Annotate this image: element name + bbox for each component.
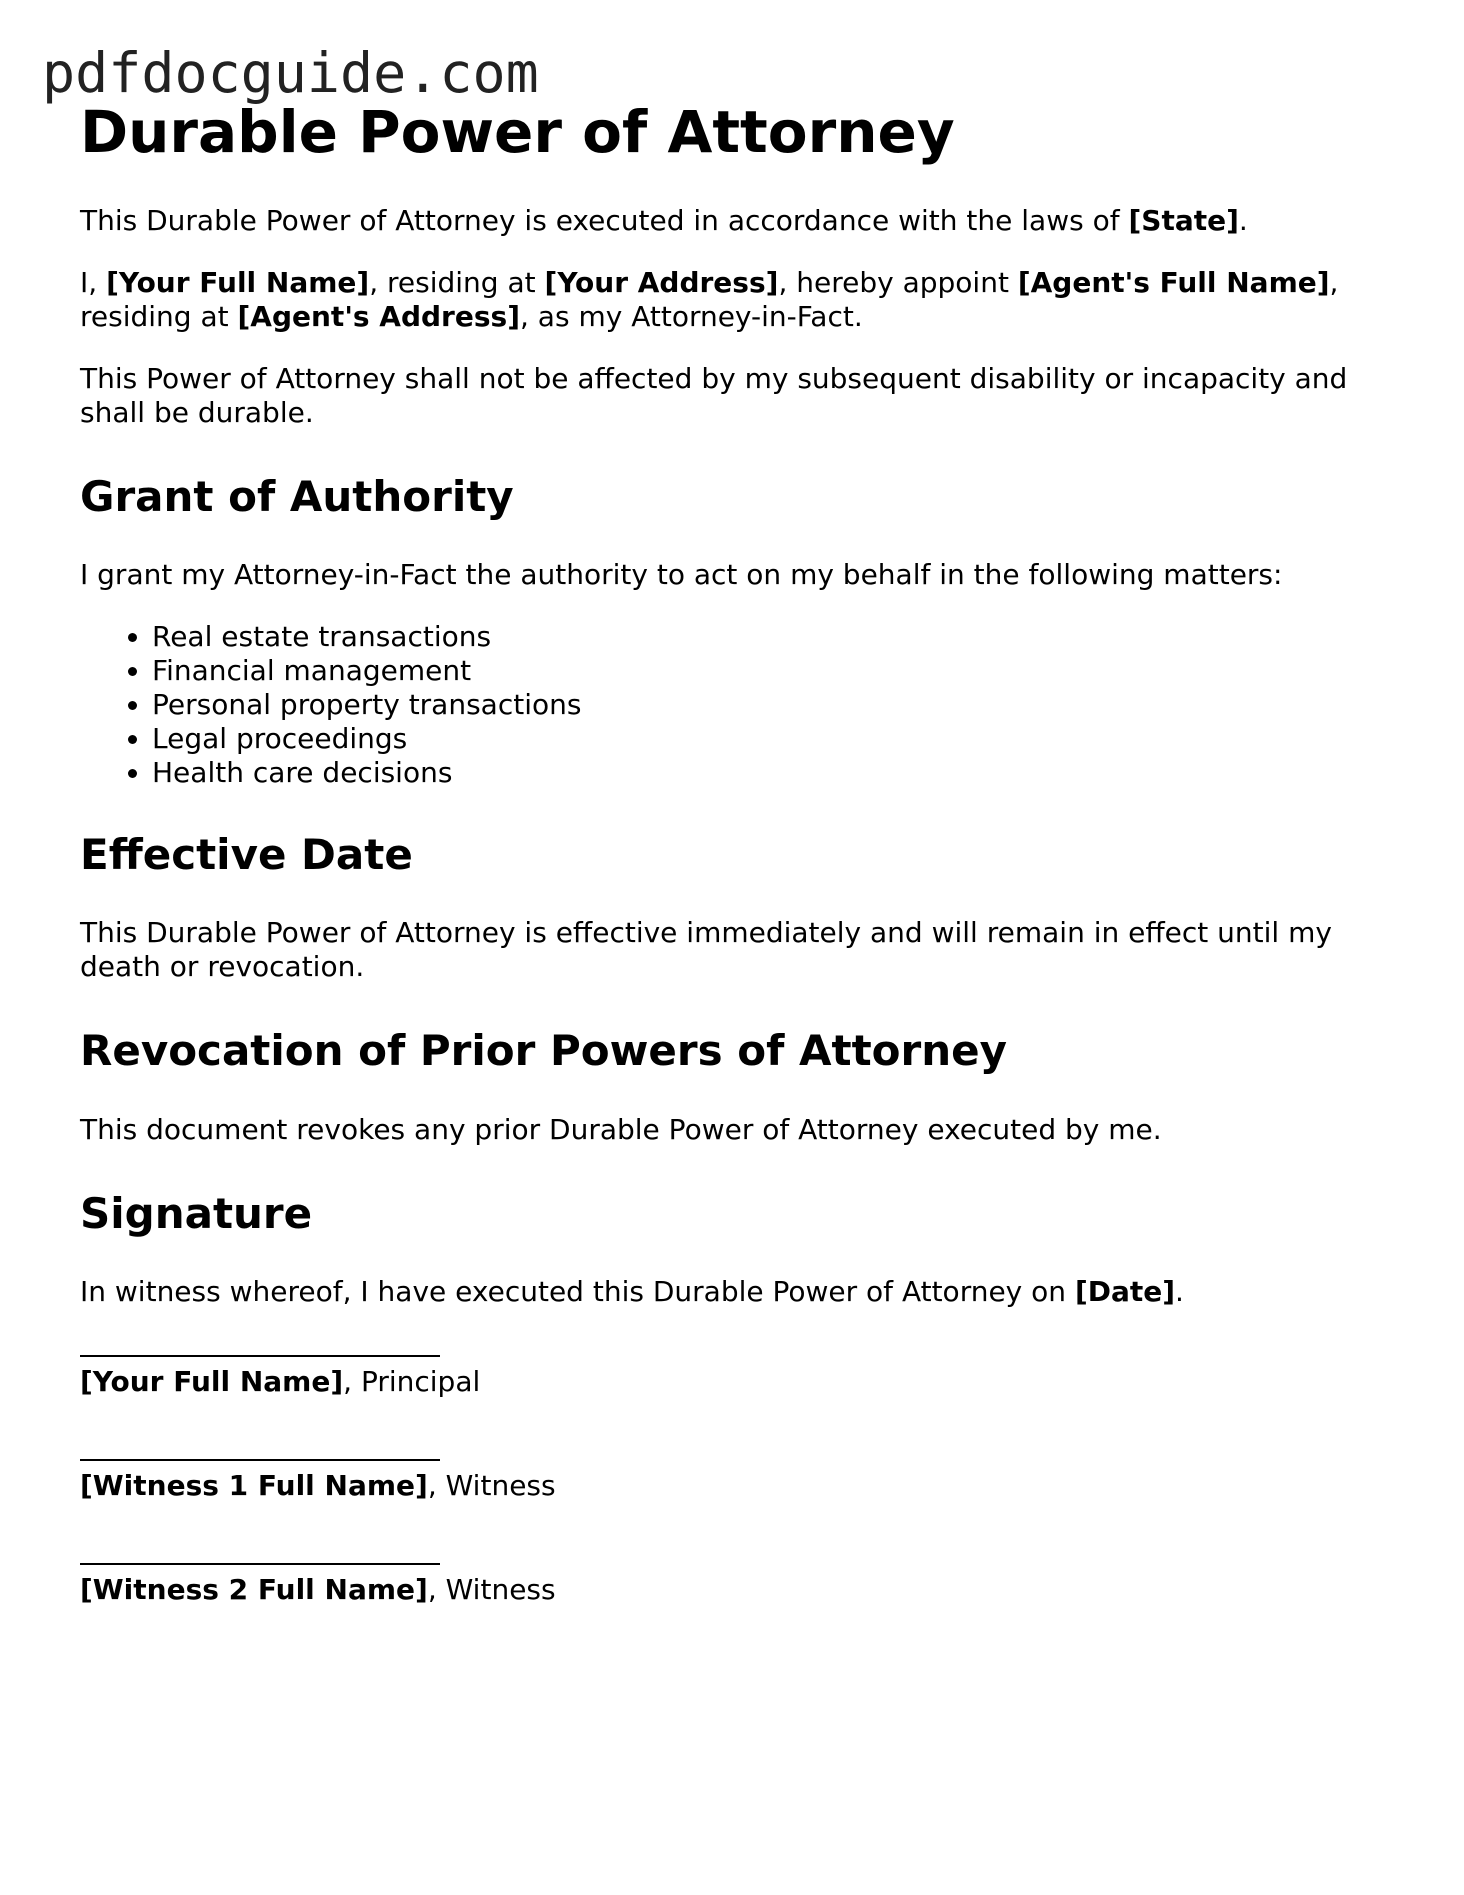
section-heading-revocation: Revocation of Prior Powers of Attorney <box>80 1026 1007 1076</box>
signature-label-principal: [Your Full Name], Principal <box>80 1365 481 1399</box>
document-body <box>80 98 1400 1667</box>
signature-paragraph: In witness whereof, I have executed this Durable Power of Attorney on [Date]. <box>80 1275 1184 1309</box>
intro-paragraph-state: This Durable Power of Attorney is executed in accordance with the laws of [State]. <box>80 203 1248 237</box>
page-title: Durable Power of Attorney <box>80 98 955 166</box>
signature-label-witness-1: [Witness 1 Full Name], Witness <box>80 1469 556 1503</box>
signature-line-witness-2 <box>80 1563 440 1565</box>
list-item: • Health care decisions <box>152 756 1400 790</box>
effective-date-paragraph: This Durable Power of Attorney is effective immediately and will remain in effect until my death or revocation. <box>80 916 1332 984</box>
watermark-text: pdfdocguide.com <box>42 41 539 105</box>
list-item: • Legal proceedings <box>152 722 1400 756</box>
state-placeholder: [State] <box>1128 203 1239 237</box>
authority-list <box>80 620 1400 790</box>
intro-paragraph-appointment: I, [Your Full Name], residing at [Your Address], hereby appoint [Agent's Full Name], residing at [Agent's Address], as my Attorney-in-Fact. <box>80 265 1339 333</box>
principal-name-placeholder: [Your Full Name] <box>106 265 370 299</box>
section-heading-effective-date: Effective Date <box>80 829 413 879</box>
section-heading-signature: Signature <box>80 1188 313 1238</box>
agent-name-placeholder: [Agent's Full Name] <box>1017 265 1330 299</box>
revocation-paragraph: This document revokes any prior Durable Power of Attorney executed by me. <box>80 1112 1162 1146</box>
signature-block <box>80 1355 1400 1607</box>
principal-address-placeholder: [Your Address] <box>544 265 779 299</box>
agent-address-placeholder: [Agent's Address] <box>237 299 520 333</box>
grant-paragraph: I grant my Attorney-in-Fact the authority to act on my behalf in the following matters: <box>80 557 1283 591</box>
signature-line-witness-1 <box>80 1459 440 1461</box>
list-item: • Real estate transactions <box>152 620 1400 654</box>
signature-label-witness-2: [Witness 2 Full Name], Witness <box>80 1573 556 1607</box>
date-placeholder: [Date] <box>1074 1275 1176 1309</box>
list-item: • Personal property transactions <box>152 688 1400 722</box>
intro-paragraph-durability: This Power of Attorney shall not be affected by my subsequent disability or incapacity and shall be durable. <box>80 361 1348 429</box>
list-item: • Financial management <box>152 654 1400 688</box>
section-heading-grant: Grant of Authority <box>80 471 514 521</box>
signature-line-principal <box>80 1355 440 1357</box>
